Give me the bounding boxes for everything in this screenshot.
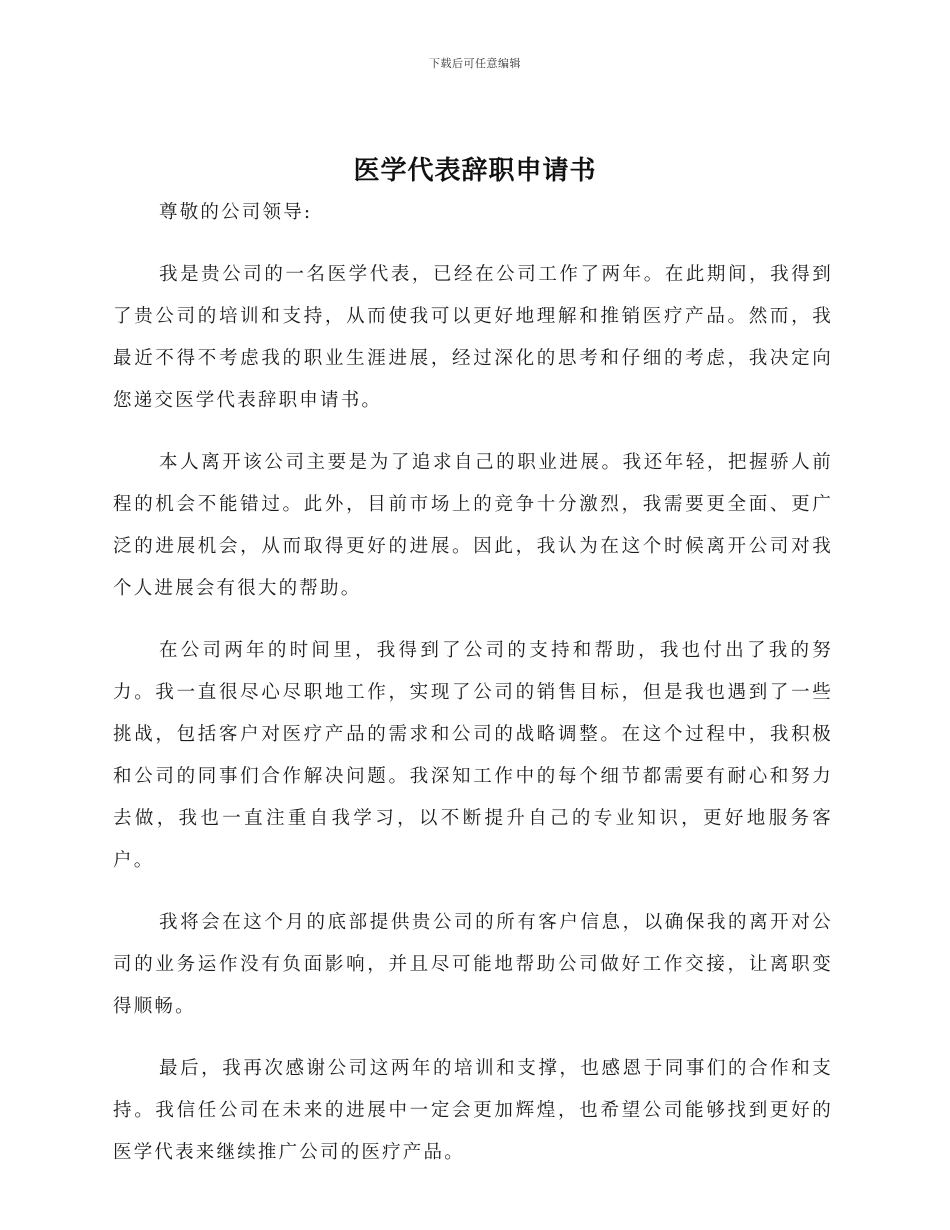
header-note: 下载后可任意编辑 (429, 57, 521, 70)
salutation: 尊敬的公司领导: (159, 202, 313, 223)
document-title: 医学代表辞职申请书 (353, 156, 597, 186)
paragraph-1: 我是贵公司的一名医学代表，已经在公司工作了两年。在此期间，我得到了贵公司的培训和支持，从而使我可以更好地理解和推销医疗产品。然而，我最近不得不考虑我的职业生涯进展，经过深化的思考和仔细的考虑，我决定向您递交医学代表辞职申请书。 (113, 264, 833, 411)
paragraph-5: 最后，我再次感谢公司这两年的培训和支撑，也感恩于同事们的合作和支持。我信任公司在未来的进展中一定会更加辉煌，也希望公司能够找到更好的医学代表来继续推广公司的医疗产品。 (113, 1058, 833, 1163)
paragraph-4: 我将会在这个月的底部提供贵公司的所有客户信息，以确保我的离开对公司的业务运作没有负面影响，并且尽可能地帮助公司做好工作交接，让离职变得顺畅。 (113, 912, 833, 1017)
paragraph-3: 在公司两年的时间里，我得到了公司的支持和帮助，我也付出了我的努力。我一直很尽心尽职地工作，实现了公司的销售目标，但是我也遇到了一些挑战，包括客户对医疗产品的需求和公司的战略调整。在这个过程中，我积极和公司的同事们合作解决问题。我深知工作中的每个细节都需要有耐心和努力去做，我也一直注重自我学习，以不断提升自己的专业知识，更好地服务客户。 (113, 640, 833, 871)
paragraph-2: 本人离开该公司主要是为了追求自己的职业进展。我还年轻，把握骄人前程的机会不能错过。此外，目前市场上的竞争十分激烈，我需要更全面、更广泛的进展机会，从而取得更好的进展。因此，我认为在这个时候离开公司对我个人进展会有很大的帮助。 (113, 452, 833, 599)
document-body (113, 192, 833, 1174)
